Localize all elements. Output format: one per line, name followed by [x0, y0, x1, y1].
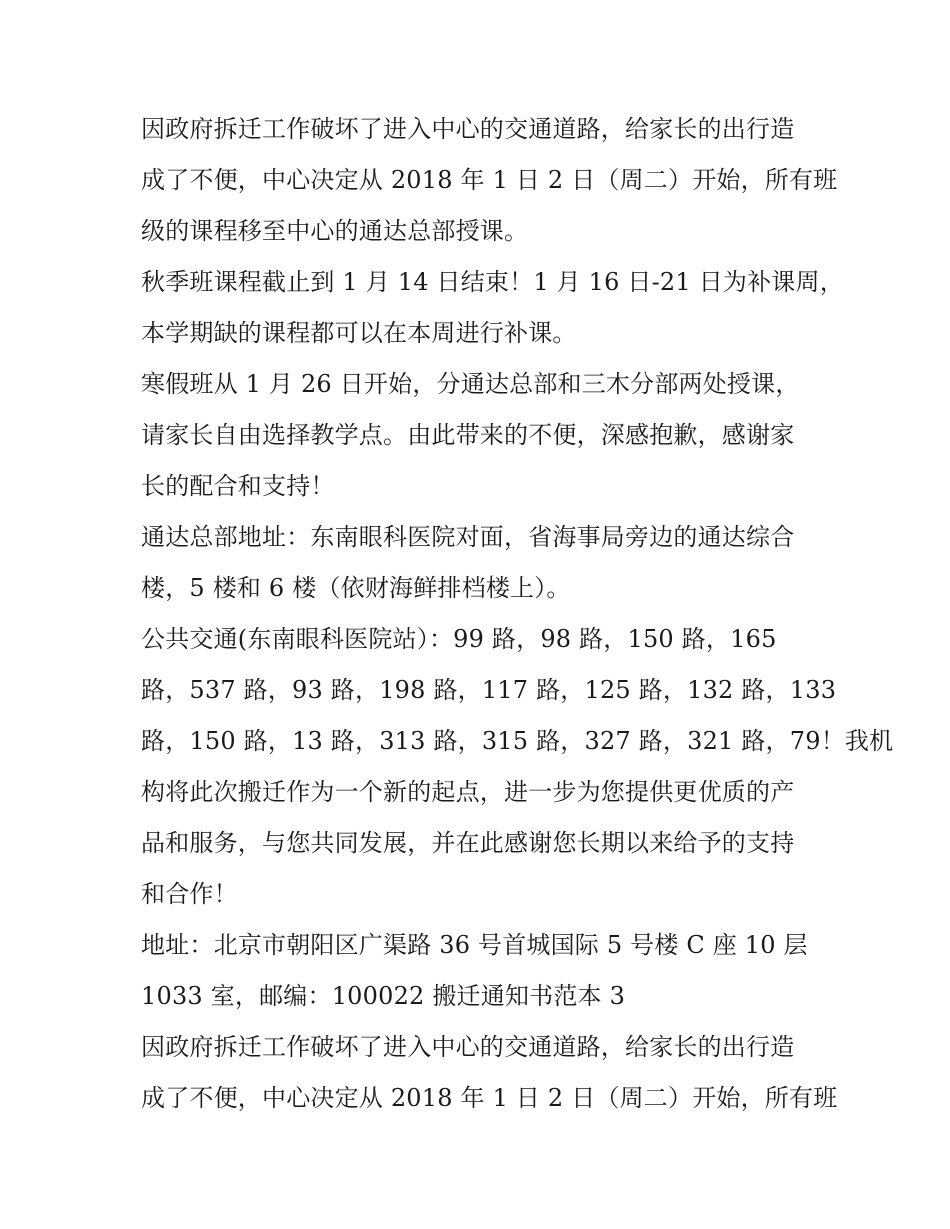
text-line: 因政府拆迁工作破坏了进入中心的交通道路，给家长的出行造 [141, 115, 795, 143]
text-line: 公共交通(东南眼科医院站）：99 路，98 路，150 路，165 [141, 625, 777, 653]
text-line: 长的配合和支持！ [141, 472, 335, 500]
text-line: 级的课程移至中心的通达总部授课。 [141, 217, 529, 245]
text-line: 1033 室，邮编：100022 搬迁通知书范本 3 [141, 982, 626, 1010]
text-line: 本学期缺的课程都可以在本周进行补课。 [141, 319, 577, 347]
text-line: 秋季班课程截止到 1 月 14 日结束！1 月 16 日-21 日为补课周， [141, 268, 844, 296]
text-line: 寒假班从 1 月 26 日开始，分通达总部和三木分部两处授课， [141, 370, 800, 398]
text-line: 楼，5 楼和 6 楼（依财海鲜排档楼上）。 [141, 574, 571, 602]
text-line: 路，537 路，93 路，198 路，117 路，125 路，132 路，133 [141, 676, 837, 704]
text-line: 成了不便，中心决定从 2018 年 1 日 2 日（周二）开始，所有班 [141, 166, 838, 194]
text-line: 因政府拆迁工作破坏了进入中心的交通道路，给家长的出行造 [141, 1033, 795, 1061]
text-line: 和合作！ [141, 880, 238, 908]
text-line: 请家长自由选择教学点。由此带来的不便，深感抱歉，感谢家 [141, 421, 795, 449]
text-line: 成了不便，中心决定从 2018 年 1 日 2 日（周二）开始，所有班 [141, 1084, 838, 1112]
text-line: 构将此次搬迁作为一个新的起点，进一步为您提供更优质的产 [141, 778, 795, 806]
text-line: 通达总部地址：东南眼科医院对面，省海事局旁边的通达综合 [141, 523, 795, 551]
text-line: 路，150 路，13 路，313 路，315 路，327 路，321 路，79！我机 [141, 727, 894, 755]
text-line: 地址：北京市朝阳区广渠路 36 号首城国际 5 号楼 C 座 10 层 [141, 931, 808, 959]
text-line: 品和服务，与您共同发展，并在此感谢您长期以来给予的支持 [141, 829, 795, 857]
